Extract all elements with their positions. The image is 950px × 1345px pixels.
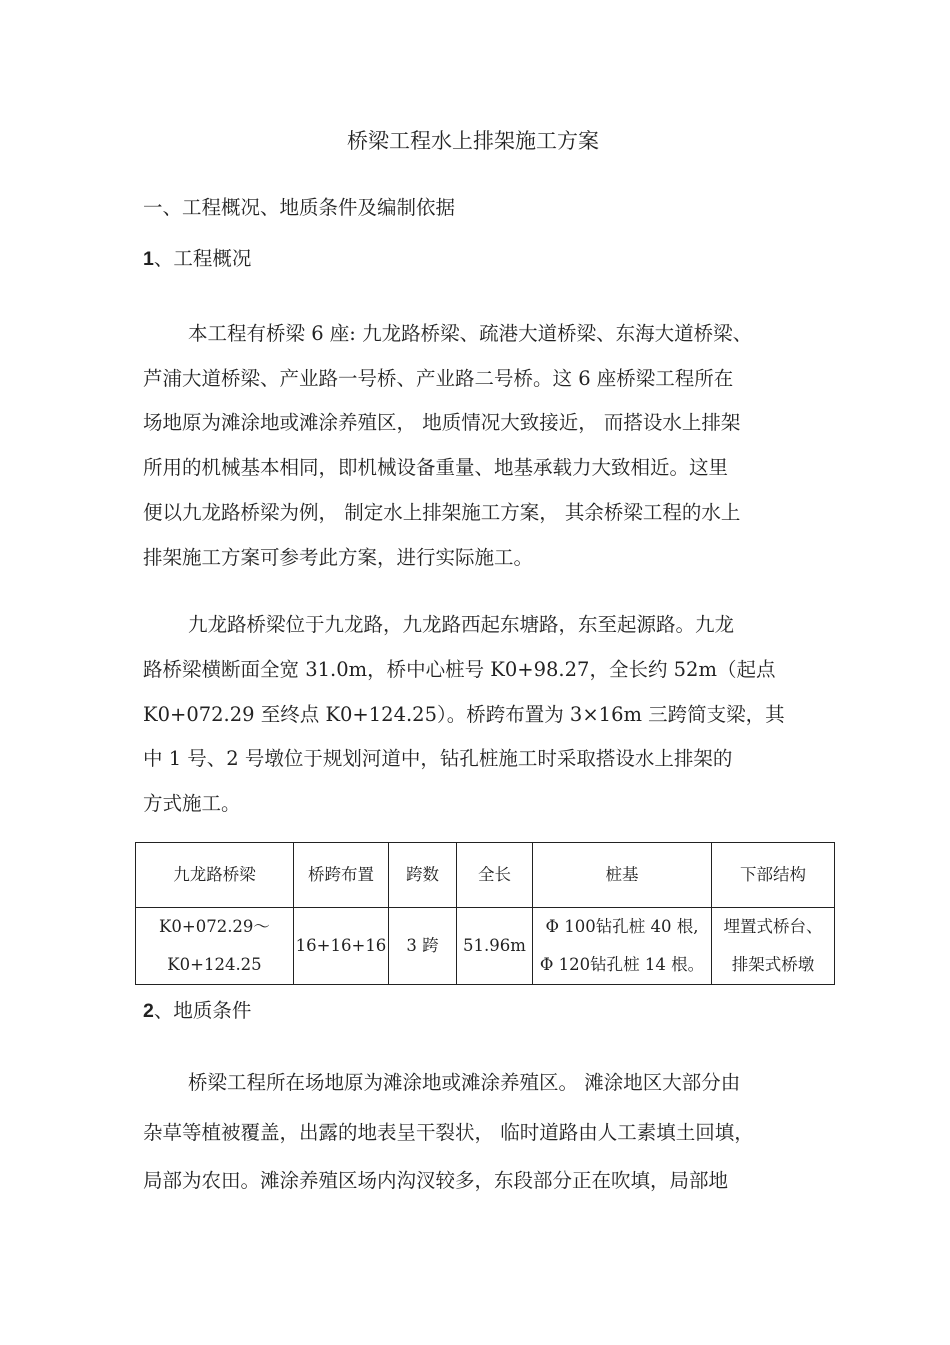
paragraph-line: 局部为农田。滩涂养殖区场内沟汊较多，东段部分正在吹填，局部地 bbox=[143, 1169, 729, 1192]
paragraph-line: 中 1 号、2 号墩位于规划河道中，钻孔桩施工时采取搭设水上排架的 bbox=[143, 747, 733, 770]
table-header-cell: 桩基 bbox=[533, 843, 712, 908]
substructure-line: 埋置式桥台、 bbox=[723, 917, 823, 936]
paragraph-line: 场地原为滩涂地或滩涂养殖区， 地质情况大致接近， 而搭设水上排架 bbox=[143, 411, 741, 434]
bridge-info-table bbox=[135, 842, 835, 985]
paragraph-line: 排架施工方案可参考此方案，进行实际施工。 bbox=[143, 546, 534, 569]
table-header-cell: 九龙路桥梁 bbox=[136, 843, 294, 908]
substructure-cell bbox=[712, 908, 835, 985]
pile-line: Φ 120钻孔桩 14 根。 bbox=[539, 955, 705, 974]
pile-line: Φ 100钻孔桩 40 根, bbox=[545, 917, 699, 936]
paragraph-line: 桥梁工程所在场地原为滩涂地或滩涂养殖区。 滩涂地区大部分由 bbox=[188, 1071, 741, 1094]
section-heading-1: 一、工程概况、地质条件及编制依据 bbox=[143, 196, 456, 219]
paragraph-line: 九龙路桥梁位于九龙路，九龙路西起东塘路，东至起源路。九龙 bbox=[188, 613, 735, 636]
station-end: K0+124.25 bbox=[167, 955, 262, 974]
document-title: 桥梁工程水上排架施工方案 bbox=[347, 129, 599, 153]
table-header-cell: 桥跨布置 bbox=[294, 843, 389, 908]
pile-foundation-cell bbox=[533, 908, 712, 985]
total-length-cell: 51.96m bbox=[457, 908, 533, 985]
subsection-number: 2 bbox=[143, 1000, 154, 1022]
table-header-cell: 跨数 bbox=[389, 843, 457, 908]
paragraph-line: 杂草等植被覆盖，出露的地表呈干裂状， 临时道路由人工素填土回填， bbox=[143, 1121, 754, 1144]
table-header-cell: 全长 bbox=[457, 843, 533, 908]
station-cell bbox=[136, 908, 294, 985]
span-count-cell: 3 跨 bbox=[389, 908, 457, 985]
station-start: K0+072.29～ bbox=[159, 917, 270, 936]
paragraph-line: 本工程有桥梁 6 座: 九龙路桥梁、疏港大道桥梁、东海大道桥梁、 bbox=[188, 322, 753, 345]
paragraph-line: 便以九龙路桥梁为例， 制定水上排架施工方案， 其余桥梁工程的水上 bbox=[143, 501, 741, 524]
table-header-row bbox=[136, 843, 835, 908]
paragraph-line: 路桥梁横断面全宽 31.0m，桥中心桩号 K0+98.27，全长约 52m（起点 bbox=[143, 658, 776, 681]
subsection-label: 、工程概况 bbox=[153, 247, 252, 270]
paragraph-line: K0+072.29 至终点 K0+124.25）。桥跨布置为 3×16m 三跨简支梁，其 bbox=[143, 703, 785, 726]
paragraph-line: 方式施工。 bbox=[143, 792, 241, 815]
table-header-cell: 下部结构 bbox=[712, 843, 835, 908]
paragraph-line: 芦浦大道桥梁、产业路一号桥、产业路二号桥。这 6 座桥梁工程所在 bbox=[143, 367, 734, 390]
table-row bbox=[136, 908, 835, 985]
substructure-line: 排架式桥墩 bbox=[731, 955, 815, 974]
subsection-number: 1 bbox=[143, 248, 154, 270]
subsection-heading-1 bbox=[143, 247, 251, 271]
subsection-label: 、地质条件 bbox=[153, 999, 252, 1022]
paragraph-line: 所用的机械基本相同，即机械设备重量、地基承载力大致相近。这里 bbox=[143, 456, 729, 479]
subsection-heading-2 bbox=[143, 999, 251, 1023]
span-layout-cell: 16+16+16 bbox=[294, 908, 389, 985]
